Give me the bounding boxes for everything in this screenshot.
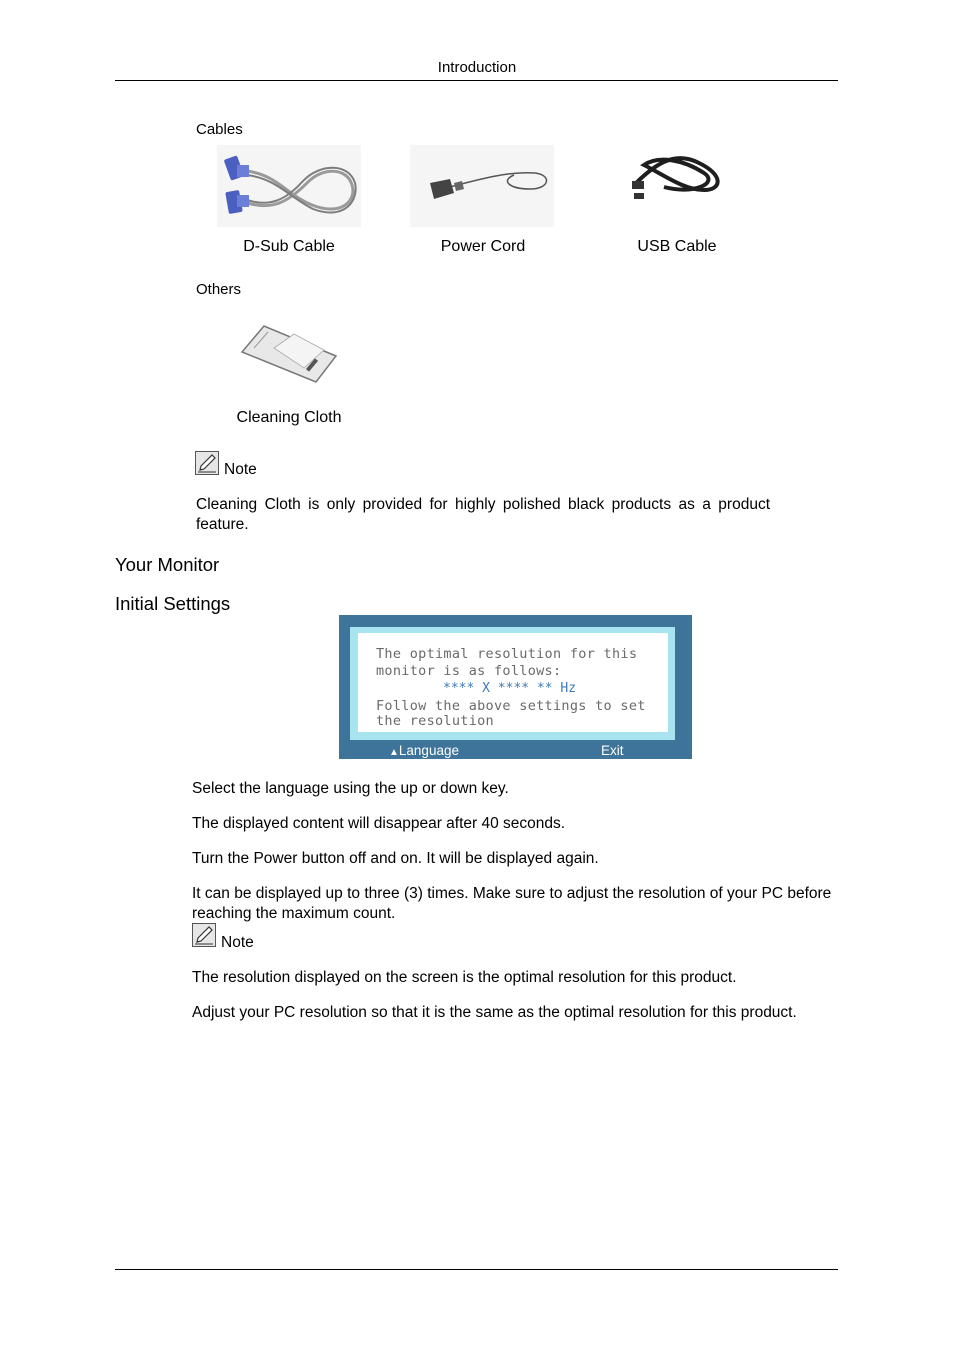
osd-language-option [389, 743, 459, 758]
usb-cable-icon [604, 145, 748, 227]
note-text: Cleaning Cloth is only provided for highly polished black products as a product feature. [196, 496, 770, 533]
osd-resolution-screen [339, 615, 692, 759]
your-monitor-heading: Your Monitor [115, 554, 220, 575]
paragraph-max-count: It can be displayed up to three (3) times. Make sure to adjust the resolution of your PC before reaching the maximum count. [192, 885, 832, 922]
paragraph-adjust-resolution: Adjust your PC resolution so that it is the same as the optimal resolution for this product. [192, 1004, 797, 1021]
cleaning-cloth-image [234, 318, 342, 388]
note-icon [195, 451, 219, 475]
footer-divider [115, 1269, 838, 1270]
paragraph-optimal-resolution: The resolution displayed on the screen is the optimal resolution for this product. [192, 969, 737, 986]
up-down-arrow-icon: ▲︎ [389, 747, 399, 758]
paragraph-power-button: Turn the Power button off and on. It will be displayed again. [192, 850, 599, 867]
cleaning-cloth-icon [234, 318, 342, 388]
initial-settings-heading: Initial Settings [115, 593, 231, 614]
dsub-cable-image [217, 145, 361, 227]
osd-exit-option: Exit [601, 743, 624, 758]
paragraph-disappear: The displayed content will disappear after 40 seconds. [192, 815, 566, 832]
osd-line-1: The optimal resolution for this [376, 646, 638, 662]
paragraph-select-language: Select the language using the up or down key. [192, 780, 509, 797]
others-section-label: Others [196, 281, 242, 298]
osd-line-2: monitor is as follows: [376, 663, 562, 679]
cables-section-label: Cables [196, 121, 243, 138]
osd-line-5: the resolution [376, 713, 494, 729]
osd-language-label: Language [398, 743, 459, 758]
osd-resolution-value: **** X **** ** Hz [443, 681, 577, 696]
page-header-title: Introduction [437, 59, 517, 76]
power-cord-image [410, 145, 554, 227]
dsub-cable-caption: D-Sub Cable [243, 238, 335, 255]
power-cord-icon [410, 145, 554, 227]
header-divider [115, 80, 838, 81]
note-label: Note [221, 934, 254, 951]
dsub-cable-icon [217, 145, 361, 227]
osd-line-4: Follow the above settings to set [376, 698, 646, 714]
usb-cable-caption: USB Cable [637, 238, 717, 255]
note-label: Note [224, 461, 257, 478]
power-cord-caption: Power Cord [440, 238, 526, 255]
cleaning-cloth-caption: Cleaning Cloth [236, 409, 342, 426]
usb-cable-image [604, 145, 748, 227]
note-icon [192, 923, 216, 947]
